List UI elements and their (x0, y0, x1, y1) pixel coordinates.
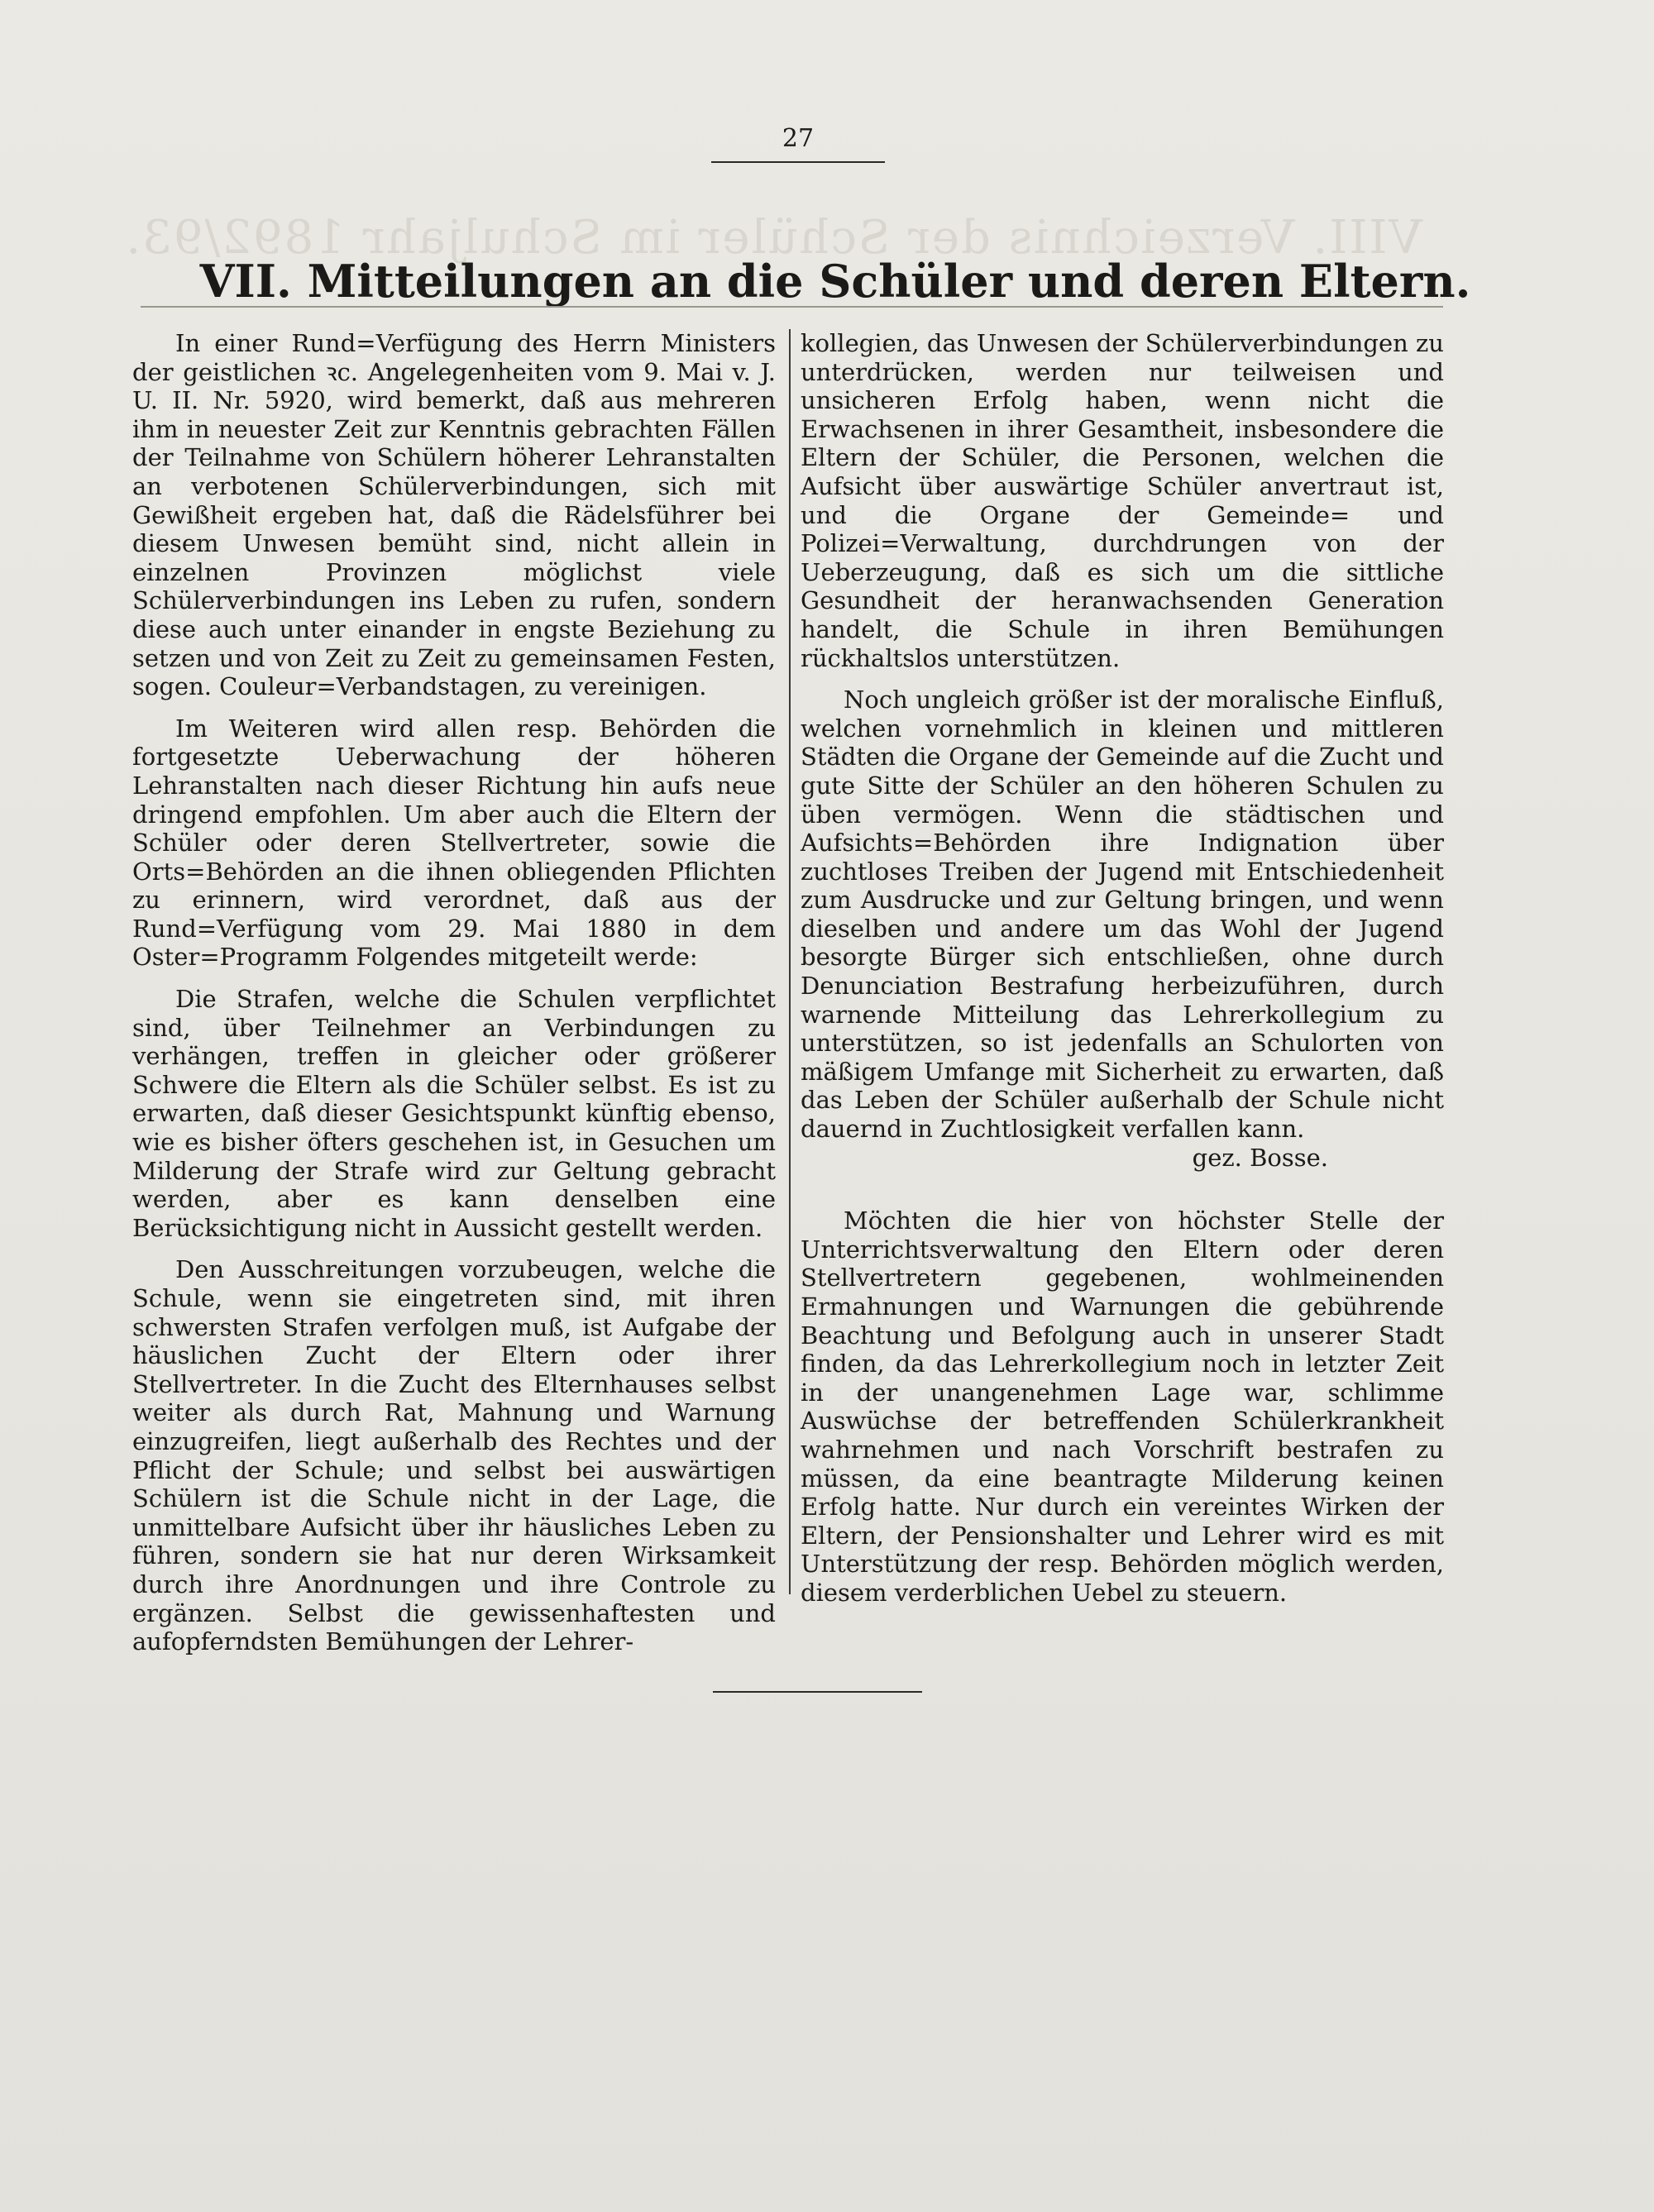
paragraph: In einer Rund=Verfügung des Herrn Ministers der geistlichen ꝛc. Angelegenheiten vom 9. Mai v. J. U. II. Nr. 5920, wird bemerkt, daß aus mehreren ihm in neuester Zeit zur Kenntnis gebrachten Fällen der Teilnahme von Schülern höherer Lehranstalten an verbotenen Schülerverbindungen, sich mit Gewißheit ergeben hat, daß die Rädelsführer bei diesem Unwesen bemüht sind, nicht allein in einzelnen Provinzen möglichst viele Schülerverbindungen ins Leben zu rufen, sondern diese auch unter einander in engste Beziehung zu setzen und von Zeit zu Zeit zu gemeinsamen Festen, sogen. Couleur=Verbandstagen, zu vereinigen. (132, 329, 776, 701)
header-rule (711, 161, 885, 163)
paragraph: kollegien, das Unwesen der Schülerverbindungen zu unterdrücken, werden nur teilweisen und unsicheren Erfolg haben, wenn nicht die Erwachsenen in ihrer Gesamtheit, insbesondere die Eltern der Schüler, die Personen, welchen die Aufsicht über auswärtige Schüler anvertraut ist, und die Organe der Gemeinde= und Polizei=Verwaltung, durchdrungen von der Ueberzeugung, daß es sich um die sittliche Gesundheit der heranwachsenden Generation handelt, die Schule in ihren Bemühungen rückhaltslos unterstützen. (801, 329, 1444, 672)
right-column (801, 329, 1444, 1608)
paragraph: Die Strafen, welche die Schulen verpflichtet sind, über Teilnehmer an Verbindungen zu verhängen, treffen in gleicher oder größerer Schwere die Eltern als die Schüler selbst. Es ist zu erwarten, daß dieser Gesichtspunkt künftig ebenso, wie es bisher öfters geschehen ist, in Gesuchen um Milderung der Strafe wird zur Geltung gebracht werden, aber es kann denselben eine Berücksichtigung nicht in Aussicht gestellt werden. (132, 985, 776, 1242)
paragraph: Im Weiteren wird allen resp. Behörden die fortgesetzte Ueberwachung der höheren Lehranstalten nach dieser Richtung hin aufs neue dringend empfohlen. Um aber auch die Eltern der Schüler oder deren Stellvertreter, sowie die Orts=Behörden an die ihnen obliegenden Pflichten zu erinnern, wird verordnet, daß aus der Rund=Verfügung vom 29. Mai 1880 in dem Oster=Programm Folgendes mitgeteilt werde: (132, 714, 776, 972)
paragraph: Möchten die hier von höchster Stelle der Unterrichtsverwaltung den Eltern oder deren Stellvertretern gegebenen, wohlmeinenden Ermahnungen und Warnungen die gebührende Beachtung und Befolgung auch in unserer Stadt finden, da das Lehrerkollegium noch in letzter Zeit in der unangenehmen Lage war, schlimme Auswüchse der betreffenden Schülerkrankheit wahrnehmen und nach Vorschrift bestrafen zu müssen, da eine beantragte Milderung keinen Erfolg hatte. Nur durch ein vereintes Wirken der Eltern, der Pensionshalter und Lehrer wird es mit Unterstützung der resp. Behörden möglich werden, diesem verderblichen Uebel zu steuern. (801, 1206, 1444, 1607)
left-column (132, 329, 776, 1656)
end-rule (713, 1691, 922, 1693)
paragraph: Noch ungleich größer ist der moralische Einfluß, welchen vornehmlich in kleinen und mittleren Städten die Organe der Gemeinde auf die Zucht und gute Sitte der Schüler an den höheren Schulen zu üben vermögen. Wenn die städtischen und Aufsichts=Behörden ihre Indignation über zuchtloses Treiben der Jugend mit Entschiedenheit zum Ausdrucke und zur Geltung bringen, und wenn dieselben und andere um das Wohl der Jugend besorgte Bürger sich entschließen, ohne durch Denunciation Bestrafung herbeizuführen, durch warnende Mitteilung das Lehrerkollegium zu unterstützen, so ist jedenfalls an Schulorten von mäßigem Umfange mit Sicherheit zu erwarten, daß das Leben der Schüler außerhalb der Schule nicht dauernd in Zuchtlosigkeit verfallen kann. (801, 686, 1444, 1144)
paragraph: Den Ausschreitungen vorzubeugen, welche die Schule, wenn sie eingetreten sind, mit ihren schwersten Strafen verfolgen muß, ist Aufgabe der häuslichen Zucht der Eltern oder ihrer Stellvertreter. In die Zucht des Elternhauses selbst weiter als durch Rat, Mahnung und Warnung einzugreifen, liegt außerhalb des Rechtes und der Pflicht der Schule; und selbst bei auswärtigen Schülern ist die Schule nicht in der Lage, die unmittelbare Aufsicht über ihr häusliches Leben zu führen, sondern sie hat nur deren Wirksamkeit durch ihre Anordnungen und ihre Controle zu ergänzen. Selbst die gewissenhaftesten und aufopferndsten Bemühungen der Lehrer- (132, 1255, 776, 1656)
column-divider (789, 329, 791, 1594)
page-number: 27 (782, 124, 815, 153)
signature: gez. Bosse. (1192, 1143, 1328, 1172)
show-through-text: VIII. Verzeichnis der Schüler im Schuljahr 1892/93. (124, 211, 1422, 265)
section-title: VII. Mitteilungen an die Schüler und deren Eltern. (199, 255, 1471, 308)
title-rule (141, 306, 1443, 308)
